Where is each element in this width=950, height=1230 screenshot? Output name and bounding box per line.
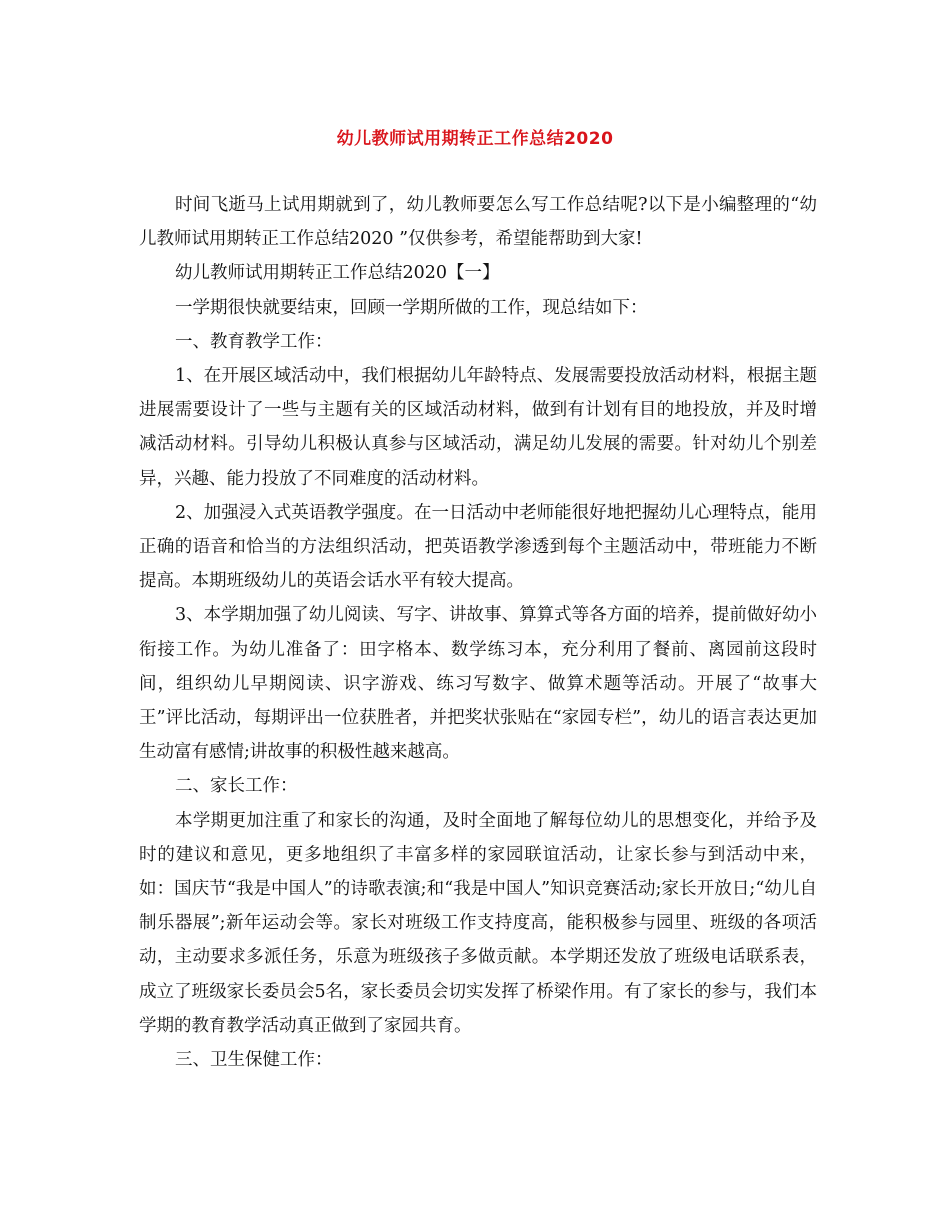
section-heading-teaching: 一、教育教学工作： bbox=[175, 331, 333, 352]
paragraph-parents: 本学期更加注重了和家长的沟通，及时全面地了解每位幼儿的思想变化，并给予及时的建议和意见，更多地组织了丰富多样的家园联谊活动，让家长参与到活动中来，如：国庆节“我是中国人”的诗歌表演;和“我是中国人”知识竞赛活动;家长开放日;“幼儿自制乐器展”;新年运动会等。家长对班级工作支持度高，能积极参与园里、班级的各项活动，主动要求多派任务，乐意为班级孩子多做贡献。本学期还发放了班级电话联系表，成立了班级家长委员会5名，家长委员会切实发挥了桥梁作用。有了家长的参与，我们本学期的教育教学活动真正做到了家园共育。 bbox=[139, 810, 817, 1036]
paragraph-subtitle: 幼儿教师试用期转正工作总结2020【一】 bbox=[175, 263, 500, 284]
section-heading-health: 三、卫生保健工作： bbox=[175, 1050, 333, 1071]
paragraph-intro: 时间飞逝马上试用期就到了，幼儿教师要怎么写工作总结呢?以下是小编整理的“幼儿教师试用期转正工作总结2020 ”仅供参考，希望能帮助到大家! bbox=[139, 195, 817, 250]
paragraph-overview: 一学期很快就要结束，回顾一学期所做的工作，现总结如下： bbox=[175, 297, 648, 318]
document-body bbox=[139, 188, 817, 1077]
document-title: 幼儿教师试用期转正工作总结2020 bbox=[336, 129, 614, 149]
section-heading-parents: 二、家长工作： bbox=[175, 776, 298, 797]
paragraph-teaching-1: 1、在开展区域活动中，我们根据幼儿年龄特点、发展需要投放活动材料，根据主题进展需要设计了一些与主题有关的区域活动材料，做到有计划有目的地投放，并及时增减活动材料。引导幼儿积极认真参与区域活动，满足幼儿发展的需要。针对幼儿个别差异，兴趣、能力投放了不同难度的活动材料。 bbox=[139, 366, 817, 489]
paragraph-teaching-2: 2、加强浸入式英语教学强度。在一日活动中老师能很好地把握幼儿心理特点，能用正确的语音和恰当的方法组织活动，把英语教学渗透到每个主题活动中，带班能力不断提高。本期班级幼儿的英语会话水平有较大提高。 bbox=[139, 502, 817, 592]
paragraph-teaching-3: 3、本学期加强了幼儿阅读、写字、讲故事、算算式等各方面的培养，提前做好幼小衔接工作。为幼儿准备了：田字格本、数学练习本，充分利用了餐前、离园前这段时间，组织幼儿早期阅读、识字游戏、练习写数字、做算术题等活动。开展了“故事大王”评比活动，每期评出一位获胜者，并把奖状张贴在“家园专栏”，幼儿的语言表达更加生动富有感情;讲故事的积极性越来越高。 bbox=[139, 605, 817, 763]
